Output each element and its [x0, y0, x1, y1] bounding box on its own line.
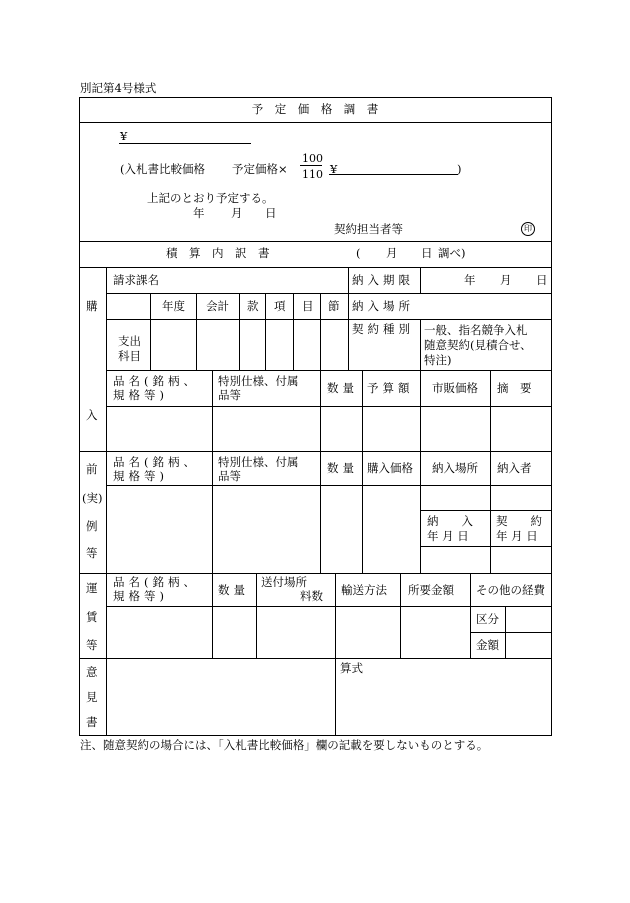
budget-col-year: 年度: [162, 299, 185, 313]
date-month: 月: [231, 206, 243, 220]
side-purchase-top: 購: [86, 299, 98, 313]
fraction-denominator: 110: [302, 168, 323, 181]
document-title: 予 定 価 格 調 書: [251, 102, 379, 116]
amount-label: 金額: [476, 638, 499, 652]
deadline-month: 月: [500, 273, 512, 287]
side-purchase-bottom: 入: [86, 408, 98, 422]
close-paren: ): [457, 162, 462, 176]
budget-col-kou: 項: [274, 299, 286, 313]
quantity-header-1: 数量: [327, 381, 358, 395]
special-spec-header-1: 特別仕様、付属: [218, 374, 299, 388]
requesting-section-label: 請求課名: [113, 273, 159, 287]
shipping-fee-count-header: 料数: [300, 589, 323, 603]
side-freight-2: 賃: [86, 610, 98, 624]
contract-date-label: 契 約: [496, 514, 542, 528]
breakdown-month: 月: [386, 246, 398, 260]
supplier-header: 納入者: [497, 461, 532, 475]
side-example-2: (実): [82, 491, 103, 505]
fraction-numerator: 100: [302, 152, 323, 165]
contract-type-value-3: 特注): [424, 353, 452, 367]
yen-sign-top: ¥: [120, 129, 128, 143]
contract-type-value-2: 随意契約(見積合せ、: [424, 338, 532, 352]
delivery-date-label: 納 入: [427, 514, 473, 528]
item-name-header-1: 品名(銘柄、: [113, 374, 199, 388]
planned-price-times-label: 予定価格×: [232, 162, 288, 176]
other-expenses-header: その他の経費: [476, 583, 545, 597]
budget-col-setsu: 節: [328, 299, 340, 313]
date-year: 年: [193, 206, 205, 220]
seal-icon: 印: [521, 222, 535, 236]
contract-type-label: 契約種別: [352, 322, 414, 336]
side-opinion-2: 見: [86, 690, 98, 704]
contract-officer-label: 契約担当者等: [334, 222, 403, 236]
item-name-header-3: 品名(銘柄、: [113, 575, 199, 589]
contract-type-value-1: 一般、指名競争入札: [424, 323, 528, 337]
special-spec-header-1b: 品等: [218, 388, 241, 402]
formula-label: 算式: [340, 661, 363, 675]
delivery-place-label: 納入場所: [352, 299, 414, 313]
deadline-year: 年: [464, 273, 476, 287]
footnote: 注、随意契約の場合には、「入札書比較価格」欄の記載を要しないものとする。: [80, 738, 489, 752]
category-label: 区分: [476, 612, 499, 626]
item-name-header-3b: 規格等): [113, 589, 168, 603]
quantity-header-2: 数量: [327, 461, 358, 475]
market-price-header: 市販価格: [432, 381, 478, 395]
form-number-label: 別記第4号様式: [80, 81, 157, 95]
special-spec-header-2b: 品等: [218, 469, 241, 483]
summary-header: 摘 要: [497, 381, 532, 395]
budget-amount-header: 予算額: [367, 381, 414, 395]
breakdown-title: 積 算 内 訳 書: [166, 246, 270, 260]
shipping-place-header: 送付場所: [261, 575, 307, 589]
side-freight-1: 運: [86, 581, 98, 595]
date-day: 日: [265, 206, 277, 220]
contract-date-ymd: 年 月 日: [496, 529, 538, 543]
purchase-price-header: 購入価格: [367, 461, 413, 475]
item-name-header-2: 品名(銘柄、: [113, 455, 199, 469]
special-spec-header-2: 特別仕様、付属: [218, 455, 299, 469]
deadline-day: 日: [536, 273, 548, 287]
required-amount-header: 所要金額: [408, 583, 454, 597]
yen-sign-bid: ¥: [330, 162, 338, 176]
quantity-header-3: 数量: [218, 583, 249, 597]
delivery-date-ymd: 年 月 日: [427, 529, 469, 543]
side-opinion-3: 書: [86, 715, 98, 729]
side-freight-3: 等: [86, 638, 98, 652]
budget-col-kan: 款: [247, 299, 259, 313]
example-delivery-place-header: 納入場所: [432, 461, 478, 475]
side-opinion-1: 意: [86, 665, 98, 679]
side-example-1: 前: [86, 462, 98, 476]
budget-col-account: 会計: [206, 299, 229, 313]
side-example-4: 等: [86, 546, 98, 560]
breakdown-day: 日: [421, 246, 433, 260]
breakdown-open-paren: (: [356, 246, 361, 260]
item-name-header-2b: 規格等): [113, 469, 168, 483]
transport-method-header: 輸送方法: [341, 583, 387, 597]
side-example-3: 例: [86, 519, 98, 533]
expense-item-label: 支出科目: [118, 334, 141, 363]
delivery-deadline-label: 納入期限: [352, 273, 414, 287]
budget-col-moku: 目: [302, 299, 314, 313]
breakdown-close: 調べ): [438, 246, 466, 260]
as-above-text: 上記のとおり予定する。: [147, 191, 274, 205]
item-name-header-1b: 規格等): [113, 388, 168, 402]
bid-compare-price-label: (入札書比較価格: [120, 162, 205, 176]
